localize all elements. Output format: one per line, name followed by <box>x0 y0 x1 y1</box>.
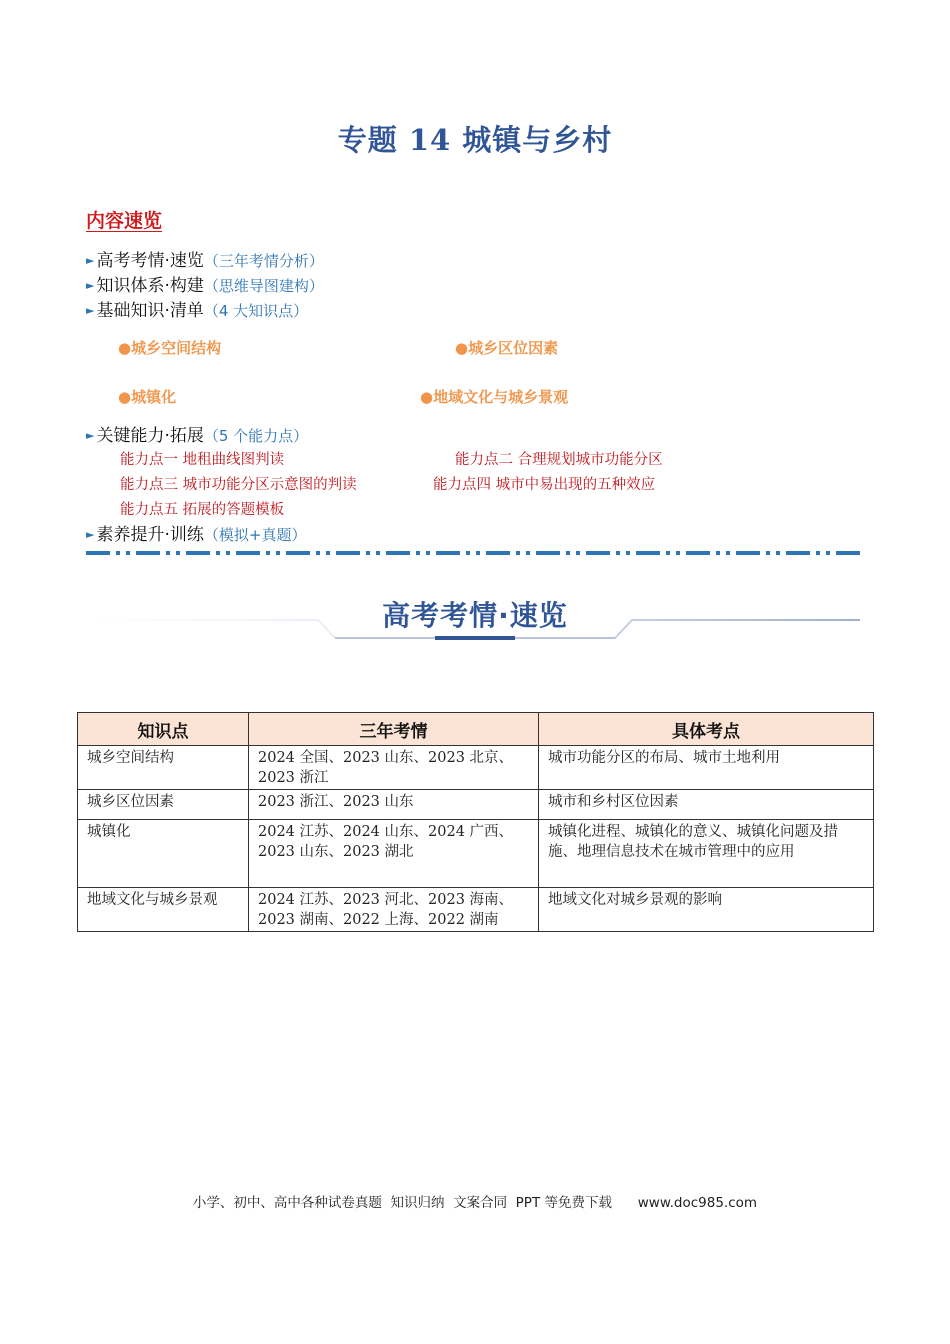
table-cell: 地域文化对城乡景观的影响 <box>539 888 874 932</box>
table-cell: 城镇化进程、城镇化的意义、城镇化问题及措施、地理信息技术在城市管理中的应用 <box>539 820 874 888</box>
ability-point: 能力点五 拓展的答题模板 <box>120 502 285 518</box>
toc-item-label: 关键能力·拓展 <box>96 426 204 446</box>
toc-item-sub: （5 个能力点） <box>203 427 309 445</box>
triangle-bullet-icon: ► <box>86 254 95 267</box>
table-row <box>78 790 874 820</box>
ability-point: 能力点二 合理规划城市功能分区 <box>455 452 663 468</box>
knowledge-point: ●城镇化 <box>118 388 177 406</box>
toc-item-label: 基础知识·清单 <box>96 301 204 321</box>
table-row <box>78 888 874 932</box>
triangle-bullet-icon: ► <box>86 279 95 292</box>
table-cell: 2024 江苏、2023 河北、2023 海南、2023 湖南、2022 上海、2022 湖南 <box>249 888 539 932</box>
triangle-bullet-icon: ► <box>86 304 95 317</box>
table-cell: 城乡区位因素 <box>78 790 249 820</box>
table-row <box>78 820 874 888</box>
knowledge-point: ●地域文化与城乡景观 <box>420 388 569 406</box>
column-header: 具体考点 <box>539 713 874 746</box>
toc-item-sub: （思维导图建构） <box>203 277 324 295</box>
ability-point: 能力点三 城市功能分区示意图的判读 <box>120 477 357 493</box>
ability-point: 能力点四 城市中易出现的五种效应 <box>433 477 656 493</box>
table-cell: 2024 江苏、2024 山东、2024 广西、2023 山东、2023 湖北 <box>249 820 539 888</box>
page-footer: 小学、初中、高中各种试卷真题 知识归纳 文案合同 PPT 等免费下载 www.doc985.com <box>192 1195 758 1211</box>
toc-item <box>86 246 324 271</box>
column-header: 知识点 <box>78 713 249 746</box>
table-cell: 城市和乡村区位因素 <box>539 790 874 820</box>
table-cell: 城市功能分区的布局、城市土地利用 <box>539 746 874 790</box>
table-cell: 城镇化 <box>78 820 249 888</box>
toc-item <box>86 271 324 296</box>
dashed-divider <box>86 551 864 555</box>
triangle-bullet-icon: ► <box>86 528 95 541</box>
toc-item-sub: （4 大知识点） <box>203 302 309 320</box>
toc-item <box>86 296 308 321</box>
toc-item-sub: （三年考情分析） <box>203 252 324 270</box>
table-row <box>78 746 874 790</box>
toc-item <box>86 421 308 446</box>
section-heading-contents: 内容速览 <box>86 210 163 232</box>
table-cell: 地域文化与城乡景观 <box>78 888 249 932</box>
toc-item-label: 高考考情·速览 <box>96 251 204 271</box>
toc-item-label: 素养提升·训练 <box>96 525 204 545</box>
table-cell: 2024 全国、2023 山东、2023 北京、2023 浙江 <box>249 746 539 790</box>
column-header: 三年考情 <box>249 713 539 746</box>
knowledge-point: ●城乡区位因素 <box>455 339 559 357</box>
table-header-row <box>78 713 874 746</box>
table-cell: 城乡空间结构 <box>78 746 249 790</box>
knowledge-point: ●城乡空间结构 <box>118 339 222 357</box>
exam-analysis-table <box>77 712 874 932</box>
toc-item-sub: （模拟+真题） <box>203 526 307 544</box>
table-cell: 2023 浙江、2023 山东 <box>249 790 539 820</box>
toc-item <box>86 520 306 545</box>
banner-title: 高考考情·速览 <box>382 599 568 632</box>
page-title: 专题 14 城镇与乡村 <box>337 123 613 157</box>
ability-point: 能力点一 地租曲线图判读 <box>120 452 285 468</box>
toc-item-label: 知识体系·构建 <box>96 276 204 296</box>
triangle-bullet-icon: ► <box>86 429 95 442</box>
